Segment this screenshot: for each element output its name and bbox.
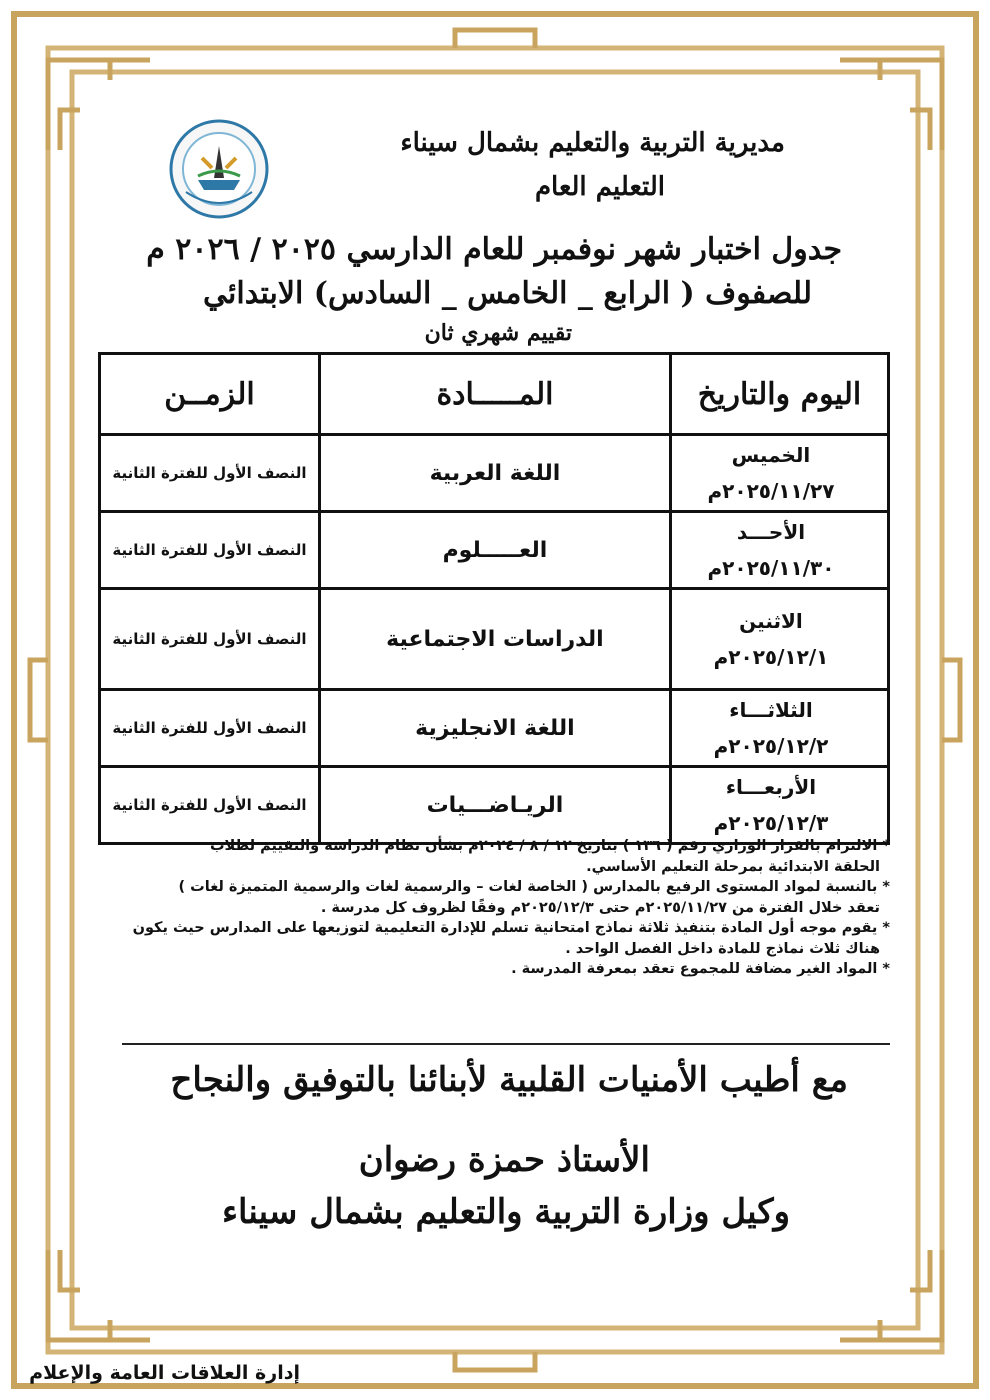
- note-line: هناك ثلاث نماذج للمادة داخل الفصل الواحد .: [565, 940, 880, 957]
- exam-date: ٢٠٢٥/١٢/٣م: [713, 811, 829, 835]
- day-date-cell: [670, 690, 888, 767]
- note-line: تعقد خلال الفترة من ٢٠٢٥/١١/٢٧م حتى ٢٠٢٥/١٢/٣م وفقًا لظروف كل مدرسة .: [320, 899, 880, 916]
- subject-cell: الدراسات الاجتماعية: [319, 589, 670, 690]
- subject-cell: اللغة العربية: [319, 435, 670, 512]
- exam-date: ٢٠٢٥/١١/٢٧م: [707, 479, 835, 503]
- directorate-logo: [168, 118, 270, 220]
- header-subject: المـــــادة: [319, 354, 670, 435]
- footer-department: إدارة العلاقات العامة والإعلام: [29, 1362, 300, 1384]
- time-cell: النصف الأول للفترة الثانية: [100, 690, 320, 767]
- signatory-position: وكيل وزارة التربية والتعليم بشمال سيناء: [222, 1192, 790, 1232]
- header-time: الزمــن: [100, 354, 320, 435]
- time-cell: النصف الأول للفترة الثانية: [100, 767, 320, 844]
- header-day-date: اليوم والتاريخ: [670, 354, 888, 435]
- note-line: * يقوم موجه أول المادة بتنفيذ ثلاثة نماذج امتحانية تسلم للإدارة التعليمية لتوزيعها على المدارس حيث يكون: [132, 920, 890, 936]
- table-row: [100, 589, 889, 690]
- exam-schedule-table: [98, 352, 890, 845]
- subject-cell: العـــــلوم: [319, 512, 670, 589]
- day-name: الاثنين: [739, 609, 803, 633]
- schedule-title: جدول اختبار شهر نوفمبر للعام الدارسي ٢٠٢٥ / ٢٠٢٦ م: [146, 232, 842, 267]
- table-row: [100, 512, 889, 589]
- subject-cell: اللغة الانجليزية: [319, 690, 670, 767]
- directorate-title: مديرية التربية والتعليم بشمال سيناء: [400, 128, 785, 158]
- closing-wishes: مع أطيب الأمنيات القلبية لأبنائنا بالتوفيق والنجاح: [170, 1060, 848, 1100]
- separator-line: [122, 1043, 890, 1045]
- note-line: الحلقة الابتدائية بمرحلة التعليم الأساسي.: [586, 858, 880, 875]
- time-cell: النصف الأول للفترة الثانية: [100, 435, 320, 512]
- grades-title: للصفوف ( الرابع _ الخامس _ السادس) الابتدائي: [203, 276, 812, 311]
- day-date-cell: [670, 589, 888, 690]
- day-date-cell: [670, 435, 888, 512]
- day-date-cell: [670, 512, 888, 589]
- exam-date: ٢٠٢٥/١١/٣٠م: [707, 556, 835, 580]
- time-cell: النصف الأول للفترة الثانية: [100, 589, 320, 690]
- table-header-row: [100, 354, 889, 435]
- note-line: * الالتزام بالقرار الوزاري رقم ( ١٣٦ ) بتاريخ ١٢ / ٨ / ٢٠٢٤م بشأن نظام الدراسة والتقييم لطلاب: [209, 838, 890, 854]
- day-name: الأحـــد: [736, 520, 806, 544]
- department-title: التعليم العام: [534, 172, 665, 202]
- table-row: [100, 435, 889, 512]
- day-name: الخميس: [731, 443, 811, 467]
- time-cell: النصف الأول للفترة الثانية: [100, 512, 320, 589]
- table-row: [100, 767, 889, 844]
- day-name: الأربعـــاء: [725, 775, 817, 799]
- signatory-name: الأستاذ حمزة رضوان: [358, 1140, 650, 1180]
- day-date-cell: [670, 767, 888, 844]
- subject-cell: الريـاضـــيات: [319, 767, 670, 844]
- evaluation-subtitle: تقييم شهري ثان: [424, 320, 572, 346]
- exam-date: ٢٠٢٥/١٢/٢م: [713, 734, 829, 758]
- note-line: * المواد الغير مضافة للمجموع تعقد بمعرفة المدرسة .: [511, 961, 890, 977]
- exam-date: ٢٠٢٥/١٢/١م: [713, 645, 829, 669]
- note-line: * بالنسبة لمواد المستوى الرفيع بالمدارس ( الخاصة لغات – والرسمية لغات والرسمية المتميزة لغات ): [178, 879, 890, 895]
- table-row: [100, 690, 889, 767]
- exam-notes: [112, 836, 890, 980]
- day-name: الثلاثـــاء: [729, 698, 813, 722]
